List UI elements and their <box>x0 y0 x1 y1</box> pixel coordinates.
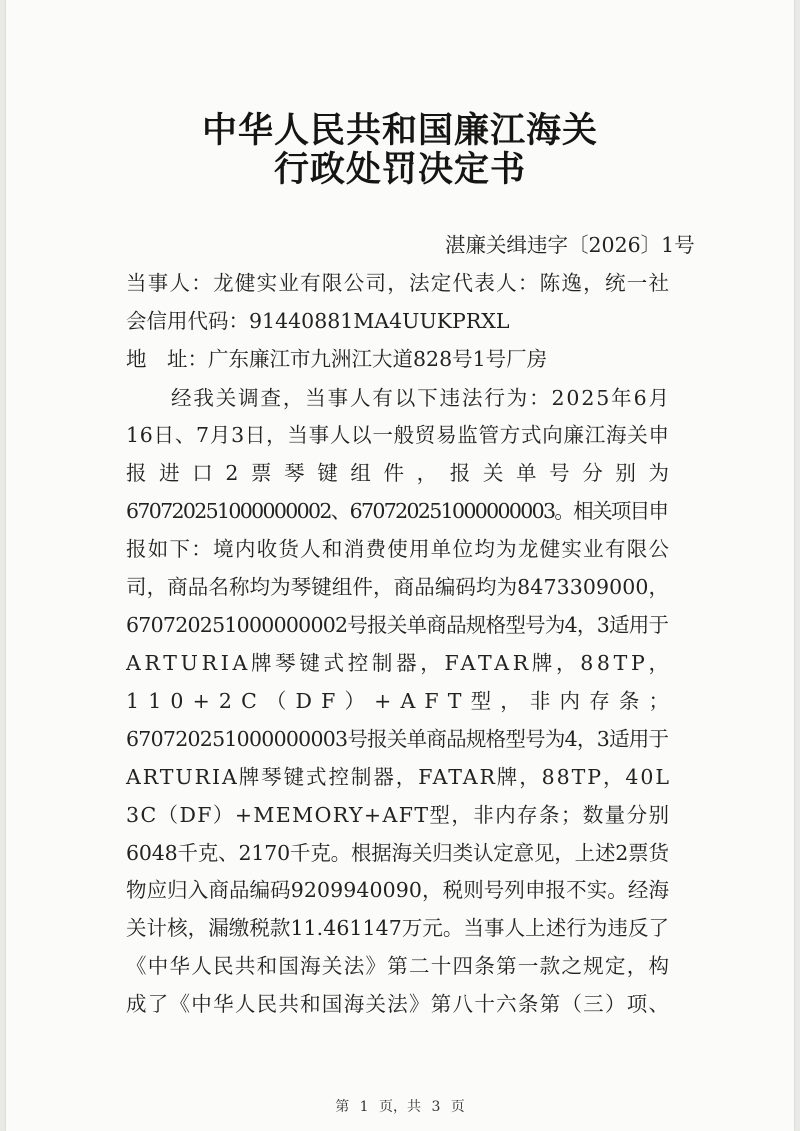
document-number: 湛廉关缉违字〔2026〕1号 <box>445 233 695 257</box>
body-line: 经我关调查，当事人有以下违法行为：2025年6月 <box>171 386 671 410</box>
body-line: 报进口2票琴键组件，报关单号分别为 <box>126 461 682 485</box>
body-line: 16日、7月3日，当事人以一般贸易监管方式向廉江海关申 <box>126 423 670 447</box>
document-subtitle: 行政处罚决定书 <box>273 149 526 190</box>
body-line: 670720251000000002号报关单商品规格型号为4，3适用于 <box>126 613 669 637</box>
body-line: 会信用代码：91440881MA4UUKPRXL <box>126 309 510 333</box>
body-line: ARTURIA牌琴键式控制器，FATAR牌，88TP，40L <box>126 765 671 789</box>
body-line: 物应归入商品编码9209940090，税则号列申报不实。经海 <box>126 878 670 902</box>
body-line: 110+2C（DF）+AFT型，非内存条； <box>126 689 679 713</box>
body-line: 《中华人民共和国海关法》第二十四条第一款之规定，构 <box>126 954 671 978</box>
page-footer: 第 1 页，共 3 页 <box>335 1099 465 1115</box>
body-line: 3C（DF）+MEMORY+AFT型，非内存条；数量分别 <box>126 803 671 827</box>
body-line: 670720251000000002、670720251000000003。相关项目申 <box>126 499 668 523</box>
body-line: 6048千克、2170千克。根据海关归类认定意见，上述2票货 <box>126 841 669 865</box>
body-line: 成了《中华人民共和国海关法》第八十六条第（三）项、 <box>126 992 671 1016</box>
body-line: 当事人：龙健实业有限公司，法定代表人：陈逸，统一社 <box>126 271 671 295</box>
document-title: 中华人民共和国廉江海关 <box>201 110 598 151</box>
body-line: 报如下：境内收货人和消费使用单位均为龙健实业有限公 <box>126 537 671 561</box>
body-line: ARTURIA牌琴键式控制器，FATAR牌，88TP， <box>126 651 673 675</box>
body-line: 司，商品名称均为琴键组件，商品编码均为8473309000， <box>126 575 670 599</box>
document-page <box>6 0 794 1131</box>
body-line: 670720251000000003号报关单商品规格型号为4，3适用于 <box>126 727 669 751</box>
body-line: 地 址：广东廉江市九洲江大道828号1号厂房 <box>126 347 548 371</box>
body-line: 关计核，漏缴税款11.461147万元。当事人上述行为违反了 <box>126 916 670 940</box>
